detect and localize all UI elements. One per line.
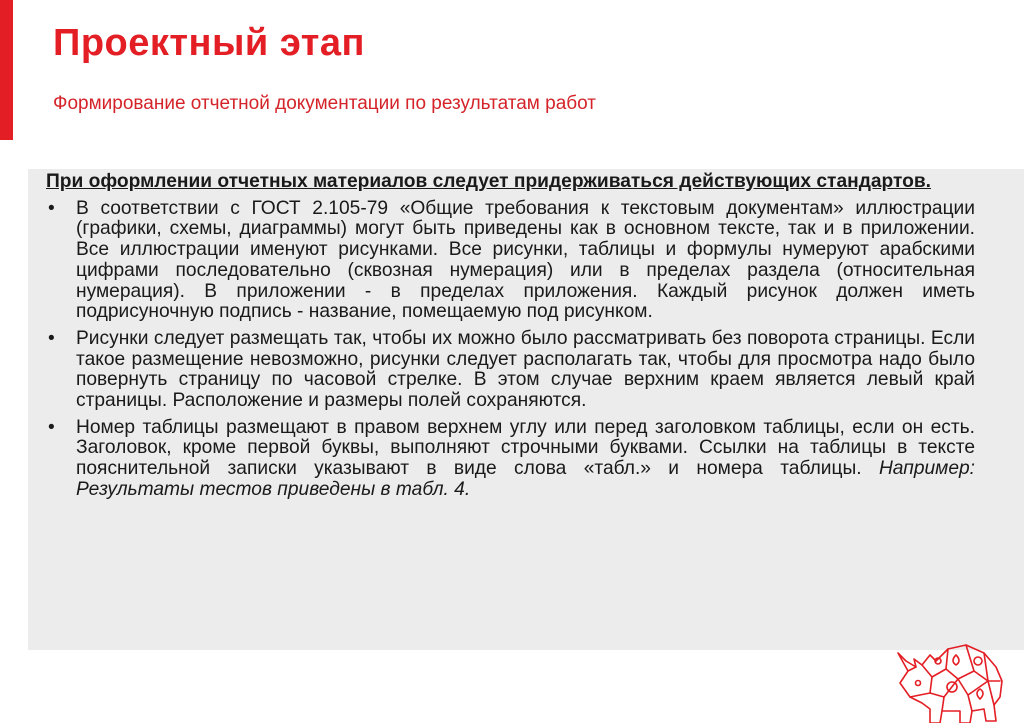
example-text: Например: Результаты тестов приведены в табл. 4. bbox=[76, 458, 975, 500]
bullet-icon: • bbox=[48, 197, 55, 219]
bullet-icon: • bbox=[48, 327, 55, 349]
rhino-logo-icon bbox=[896, 631, 1008, 723]
bullet-item bbox=[46, 418, 975, 501]
bullet-icon: • bbox=[48, 416, 55, 438]
bullet-item bbox=[46, 199, 975, 323]
bullet-item bbox=[46, 329, 975, 412]
bullet-list bbox=[46, 199, 975, 501]
slide-title: Проектный этап bbox=[53, 22, 366, 64]
bullet-text: В соответствии с ГОСТ 2.105-79 «Общие требования к текстовым документам» иллюстрации (графики, схемы, диаграммы) могут быть приведены как в основном тексте, так и в приложении. Все иллюстрации именуют рисунками. Все рисунки, таблицы и формулы нумеруют арабскими цифрами последовательно (сквозная нумерация) или в пределах раздела (относительная нумерация). В приложении - в пределах приложения. Каждый рисунок должен иметь подрисуночную подпись - название, помещаемую под рисунком. bbox=[76, 197, 975, 323]
slide-subtitle: Формирование отчетной документации по результатам работ bbox=[53, 93, 596, 114]
content-text bbox=[46, 172, 975, 507]
lead-paragraph: При оформлении отчетных материалов следует придерживаться действующих стандартов. bbox=[46, 171, 932, 192]
bullet-text: Номер таблицы размещают в правом верхнем углу или перед заголовком таблицы, если он есть. Заголовок, кроме первой буквы, выполняют строчными буквами. Ссылки на таблицы в тексте пояснительной записки указывают в виде слова «табл.» и номера таблицы. bbox=[76, 416, 975, 480]
bullet-text: Рисунки следует размещать так, чтобы их можно было рассматривать без поворота страницы. Если такое размещение невозможно, рисунки следует располагать так, чтобы для просмотра надо было повернуть страницу по часовой стрелке. В этом случае верхним краем является левый край страницы. Расположение и размеры полей сохраняются. bbox=[76, 327, 975, 412]
accent-bar bbox=[0, 0, 13, 140]
